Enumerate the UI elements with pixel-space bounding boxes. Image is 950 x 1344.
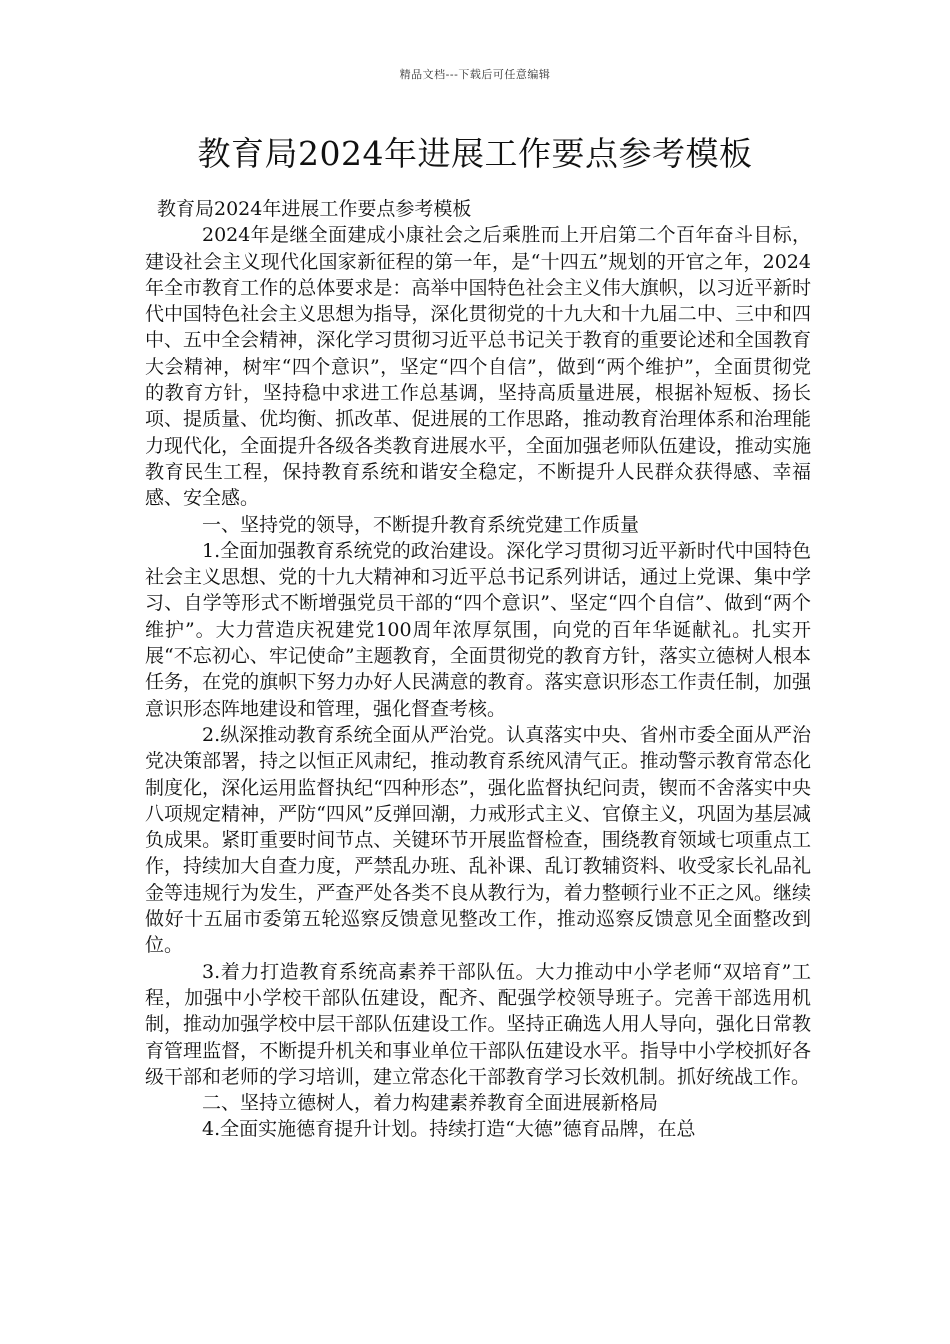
document-title: 教育局2024年进展工作要点参考模板: [197, 134, 753, 173]
document-body: [145, 196, 811, 1143]
paragraph-item-3: 3.着力打造教育系统高素养干部队伍。大力推动中小学老师“双培育”工程，加强中小学校干部队伍建设，配齐、配强学校领导班子。完善干部选用机制，推动加强学校中层干部队伍建设工作。坚持正确选人用人导向，强化日常教育管理监督，不断提升机关和事业单位干部队伍建设水平。指导中小学校抓好各级干部和老师的学习培训，建立常态化干部教育学习长效机制。抓好统战工作。: [145, 960, 811, 1088]
section-heading-2: 二、坚持立德树人，着力构建素养教育全面进展新格局: [202, 1092, 659, 1115]
document-watermark: 精品文档---下载后可任意编辑: [399, 68, 551, 81]
document-subtitle: 教育局2024年进展工作要点参考模板: [157, 198, 472, 220]
paragraph-item-1: 1.全面加强教育系统党的政治建设。深化学习贯彻习近平新时代中国特色社会主义思想、党的十九大精神和习近平总书记系列讲话，通过上党课、集中学习、自学等形式不断增强党员干部的“四个意识”、坚定“四个自信”、做到“两个维护”。大力营造庆祝建党100周年浓厚氛围，向党的百年华诞献礼。扎实开展“不忘初心、牢记使命”主题教育，全面贯彻党的教育方针，落实立德树人根本任务，在党的旗帜下努力办好人民满意的教育。落实意识形态工作责任制，加强意识形态阵地建设和管理，强化督查考核。: [145, 539, 811, 720]
paragraph-item-2: 2.纵深推动教育系统全面从严治党。认真落实中央、省州市委全面从严治党决策部署，持之以恒正风肃纪，推动教育系统风清气正。推动警示教育常态化制度化，深化运用监督执纪“四种形态”，强化监督执纪问责，锲而不舍落实中央八项规定精神，严防“四风”反弹回潮，力戒形式主义、官僚主义，巩固为基层减负成果。紧盯重要时间节点、关键环节开展监督检查，围绕教育领域七项重点工作，持续加大自查力度，严禁乱办班、乱补课、乱订教辅资料、收受家长礼品礼金等违规行为发生，严查严处各类不良从教行为，着力整顿行业不正之风。继续做好十五届市委第五轮巡察反馈意见整改工作，推动巡察反馈意见全面整改到位。: [145, 723, 811, 957]
paragraph-item-4: 4.全面实施德育提升计划。持续打造“大德”德育品牌，在总: [202, 1118, 696, 1141]
section-heading-1: 一、坚持党的领导，不断提升教育系统党建工作质量: [202, 513, 640, 536]
intro-paragraph: 2024年是继全面建成小康社会之后乘胜而上开启第二个百年奋斗目标，建设社会主义现代化国家新征程的第一年，是“十四五”规划的开官之年，2024年全市教育工作的总体要求是：高举中国特色社会主义伟大旗帜，以习近平新时代中国特色社会主义思想为指导，深化贯彻党的十九大和十九届二中、三中和四中、五中全会精神，深化学习贯彻习近平总书记关于教育的重要论述和全国教育大会精神，树牢“四个意识”，坚定“四个自信”，做到“两个维护”，全面贯彻党的教育方针，坚持稳中求进工作总基调，坚持高质量进展，根据补短板、扬长项、提质量、优均衡、抓改革、促进展的工作思路，推动教育治理体系和治理能力现代化，全面提升各级各类教育进展水平，全面加强老师队伍建设，推动实施教育民生工程，保持教育系统和谐安全稳定，不断提升人民群众获得感、幸福感、安全感。: [145, 224, 811, 510]
